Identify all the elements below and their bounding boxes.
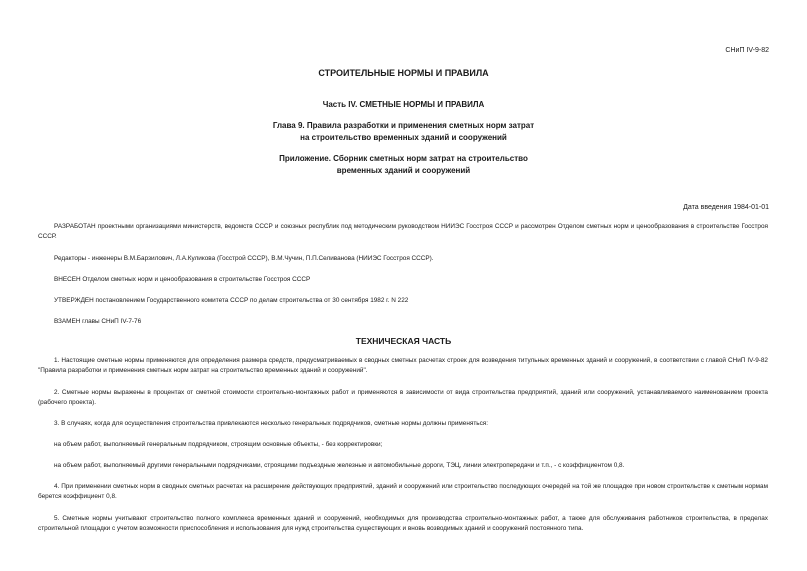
appendix-title [0,153,807,177]
technical-paragraph-3b: на объем работ, выполняемый другими генеральными подрядчиками, строящими подъездные железные и автомобильные дороги, ТЭЦ, линии электропередачи и т.п., - с коэффициентом 0,8. [54,462,625,469]
technical-paragraph-1: 1. Настоящие сметные нормы применяются для определения размера средств, предусматриваемых в сводных сметных расчетах строек для возведения титульных временных зданий и сооружений, в соответствии с главой СНиП IV-9-82 "Правила разработки и применения сметных норм затрат на строительство временных зданий и сооружений". [38,357,768,374]
technical-paragraph-3: 3. В случаях, когда для осуществления строительства привлекаются несколько генеральных подрядчиков, сметные нормы должны применяться: [54,420,489,427]
chapter-title-line-1: Глава 9. Правила разработки и применения сметных норм затрат [272,121,535,130]
approved-paragraph: УТВЕРЖДЕН постановлением Государственного комитета СССР по делам строительства от 30 сентября 1982 г. N 222 [54,297,409,304]
document-code: СНиП IV-9-82 [725,47,769,54]
effective-date: Дата введения 1984-01-01 [683,204,769,211]
technical-paragraph-5: 5. Сметные нормы учитывают строительство полного комплекса временных зданий и сооружений, необходимых для производства строительно-монтажных работ, а также для обслуживания работников строительства, в пределах строительной площадки с учетом возможности приспособления и использования для нужд строительства существующих и вновь возводимых зданий и сооружений постоянного типа. [38,515,768,532]
appendix-title-line-1: Приложение. Сборник сметных норм затрат на строительство [279,154,528,163]
editors-paragraph: Редакторы - инженеры В.М.Барзилович, Л.А.Куликова (Госстрой СССР), В.М.Чучин, П.П.Селиванова (НИИЭС Госстроя СССР). [54,255,434,262]
appendix-title-line-2: временных зданий и сооружений [336,166,471,175]
document-title: СТРОИТЕЛЬНЫЕ НОРМЫ И ПРАВИЛА [318,68,489,78]
chapter-title-line-2: на строительство временных зданий и сооружений [300,133,507,142]
technical-paragraph-3a: на объем работ, выполняемый генеральным подрядчиком, строящим основные объекты, - без корректировки; [54,441,383,448]
technical-paragraph-2: 2. Сметные нормы выражены в процентах от сметной стоимости строительно-монтажных работ и применяются в зависимости от вида строительства предприятий, зданий или сооружений, устанавливаемого наименованием проекта (рабочего проекта). [38,389,768,406]
replaces-paragraph: ВЗАМЕН главы СНиП IV-7-76 [54,318,142,325]
technical-paragraph-4: 4. При применении сметных норм в сводных сметных расчетах на расширение действующих предприятий, зданий и сооружений или строительство последующих очередей на той же площадке при новом строительстве к сметным нормам берется коэффициент 0,8. [38,483,768,500]
technical-section-title: ТЕХНИЧЕСКАЯ ЧАСТЬ [355,336,452,346]
introduced-paragraph: ВНЕСЕН Отделом сметных норм и ценообразования в строительстве Госстроя СССР [54,276,311,283]
chapter-title [0,120,807,144]
part-title: Часть IV. СМЕТНЫЕ НОРМЫ И ПРАВИЛА [322,100,485,109]
developed-paragraph: РАЗРАБОТАН проектными организациями министерств, ведомств СССР и союзных республик под методическим руководством НИИЭС Госстроя СССР и рассмотрен Отделом сметных норм и ценообразования в строительстве Госстроя СССР. [38,223,768,240]
